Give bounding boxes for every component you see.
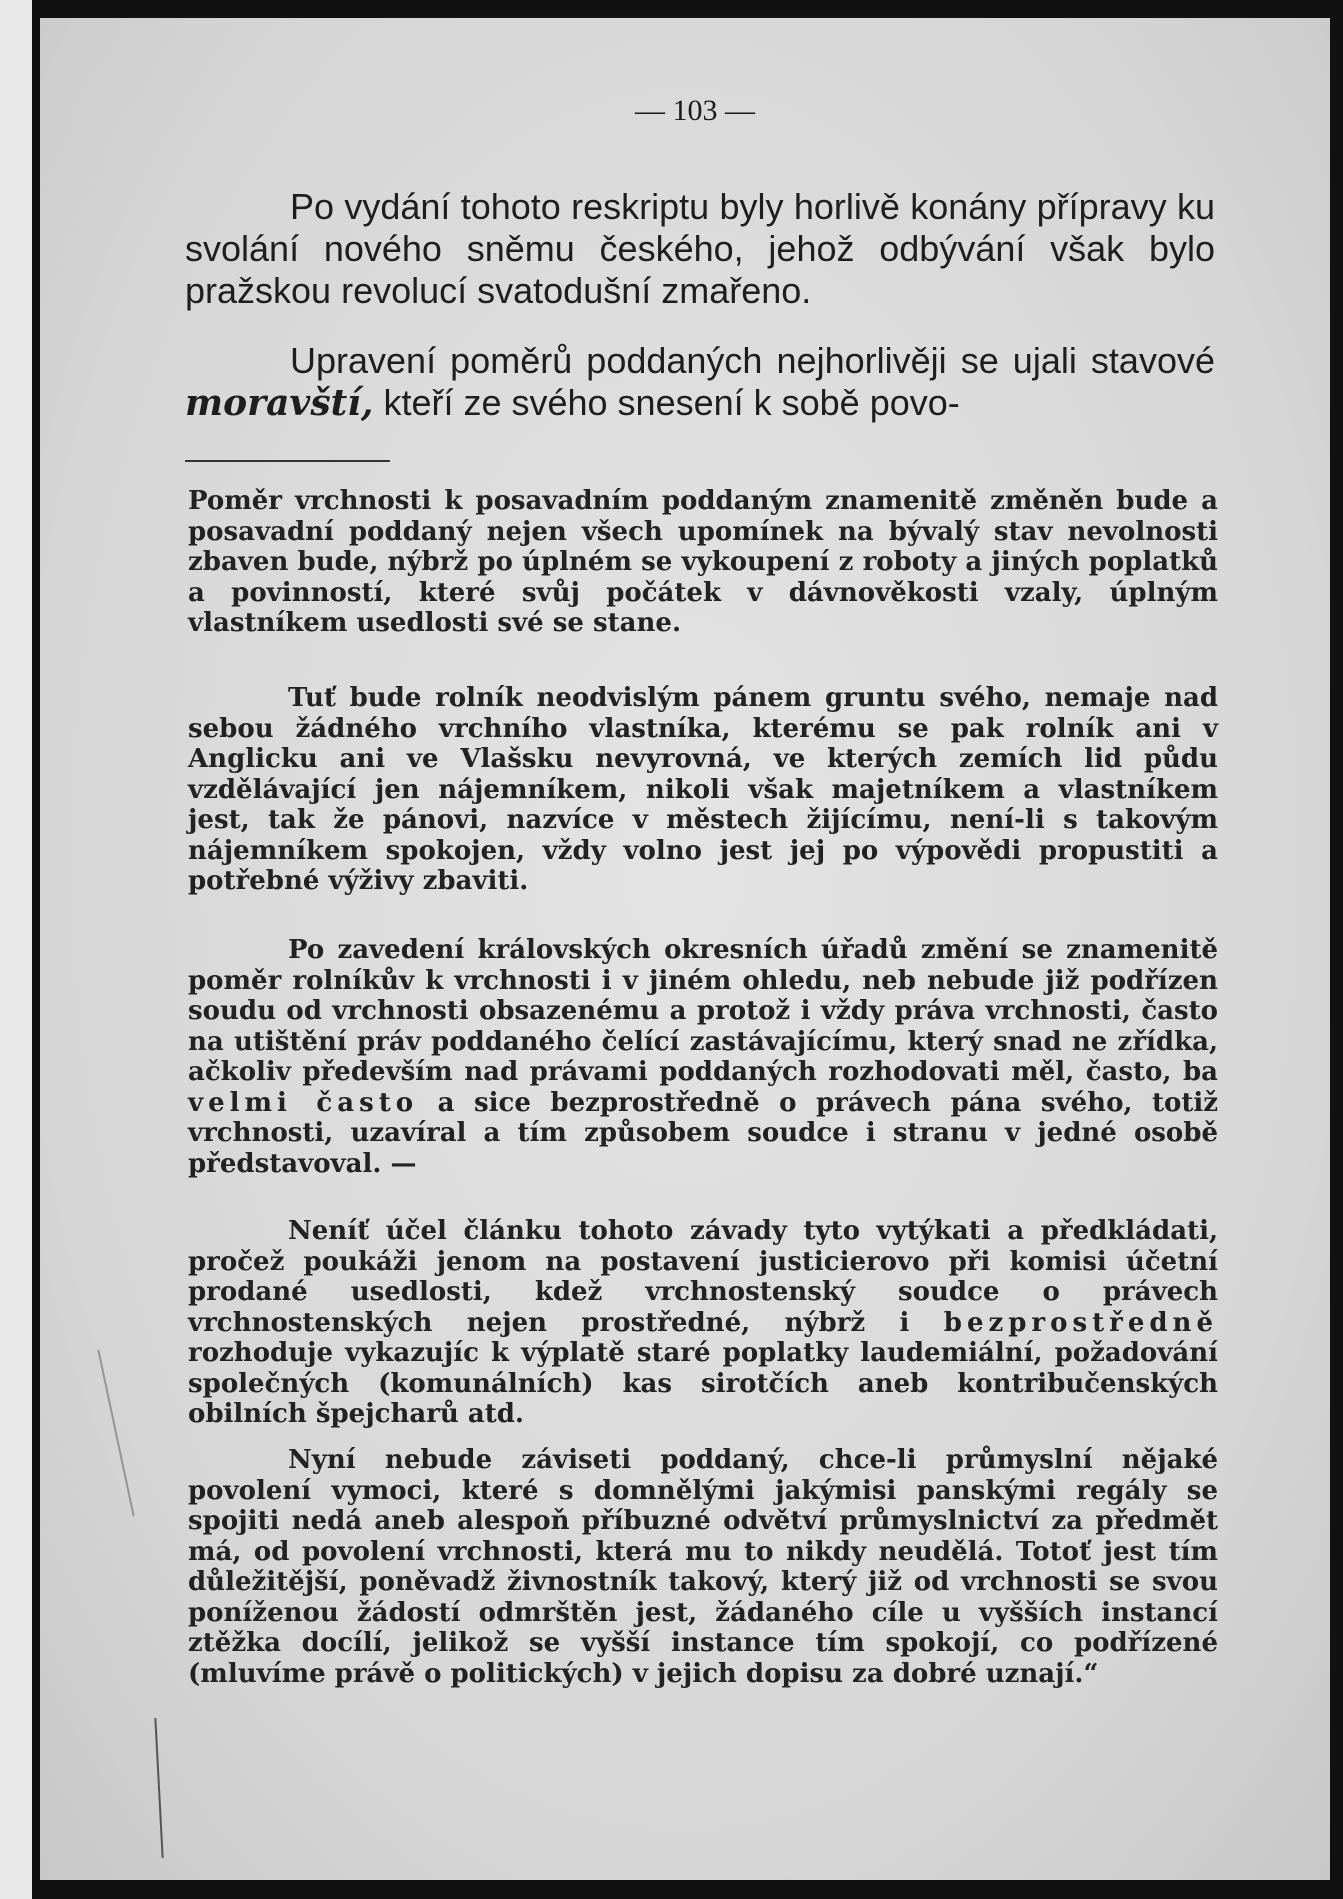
footnote-paragraph-3: Po zavedení královských okresních úřadů změní se znamenitě poměr rolníkův k vrchnosti i v jiném ohledu, neb nebude již podřízen soudu od vrchnosti obsazenému a protož i vždy práva vrchnosti, často na utištění práv poddaného čelící zastávajícímu, který snad ne zřídka, ačkoliv především nad právami poddaných rozhodovati měl, často, ba velmi často a sice bezprostředně o právech pána svého, totiž vrchnosti, uzavíral a tím způsobem soudce i stranu v jedné osobě představoval. — — [188, 935, 1218, 1179]
book-page — [40, 18, 1330, 1880]
footnote-paragraph-2: Tuť bude rolník neodvislým pánem gruntu svého, nemaje nad sebou žádného vrchního vlastníka, kterému se pak rolník ani v Anglicku ani ve Vlašsku nevyrovná, ve kterých zemích lid půdu vzdělávající jen nájemníkem, nikoli však majetníkem a vlastníkem jest, tak že pánovi, nazvíce v městech žijícímu, není-li s takovým nájemníkem spokojen, vždy volno jest jej po výpovědi propustiti a potřebné výživy zbaviti. — [188, 683, 1218, 896]
main-paragraph-1: Po vydání tohoto reskriptu byly horlivě konány přípravy ku svolání nového sněmu českého, jehož odbývání však bylo pražskou revolucí svatodušní zmařeno. — [185, 186, 1215, 311]
spaced-emphasis: bezprostředně — [943, 1307, 1218, 1338]
main-paragraph-2: Upravení poměrů poddaných nejhorlivěji se ujali stavové moravští, kteří ze svého snesení k sobě povo- — [185, 340, 1215, 424]
footnote-paragraph-4: Neníť účel článku tohoto závady tyto vytýkati a předkládati, pročež poukáži jenom na postavení justicierovo při komisi účetní prodané usedlosti, kdež vrchnostenský soudce o právech vrchnostenských nejen prostředné, nýbrž i bezprostředně rozhoduje vykazujíc k výplatě staré poplatky laudemiální, požadování společných (komunálních) kas sirotčích aneb kontribučenských obilních špejcharů atd. — [188, 1216, 1218, 1429]
scan-margin — [0, 0, 32, 1899]
footnote-paragraph-5: Nyní nebude záviseti poddaný, chce-li průmyslní nějaké povolení vymoci, které s domnělými jakýmisi panskými regály se spojiti nedá aneb alespoň příbuzné odvětví průmyslnictví za předmět má, od povolení vrchnosti, která mu to nikdy neudělá. Totoť jest tím důležitější, poněvadž živnostník takový, který již od vrchnosti se svou poníženou žádostí odmrštěn jest, žádaného cíle u vyšších instancí ztěžka docílí, jelikož se vyšší instance tím spokojí, co podřízené (mluvíme právě o politických) v jejich dopisu za dobré uznají.“ — [188, 1445, 1218, 1689]
scan-scratch-mark — [154, 1718, 163, 1858]
footnote-separator — [185, 460, 390, 462]
footnote-paragraph-1: Poměr vrchnosti k posavadním poddaným znamenitě změněn bude a posavadní poddaný nejen všech upomínek na bývalý stav nevolnosti zbaven bude, nýbrž po úplném se vykoupení z roboty a jiných poplatků a povinností, které svůj počátek v dávnověkosti vzaly, úplným vlastníkem usedlosti své se stane. — [188, 486, 1218, 638]
spaced-emphasis: velmi často — [188, 1087, 419, 1118]
page-number: — 103 — — [635, 94, 755, 127]
emphasis-moravsti: moravští, — [185, 382, 374, 424]
scan-scratch-mark — [97, 1350, 134, 1517]
